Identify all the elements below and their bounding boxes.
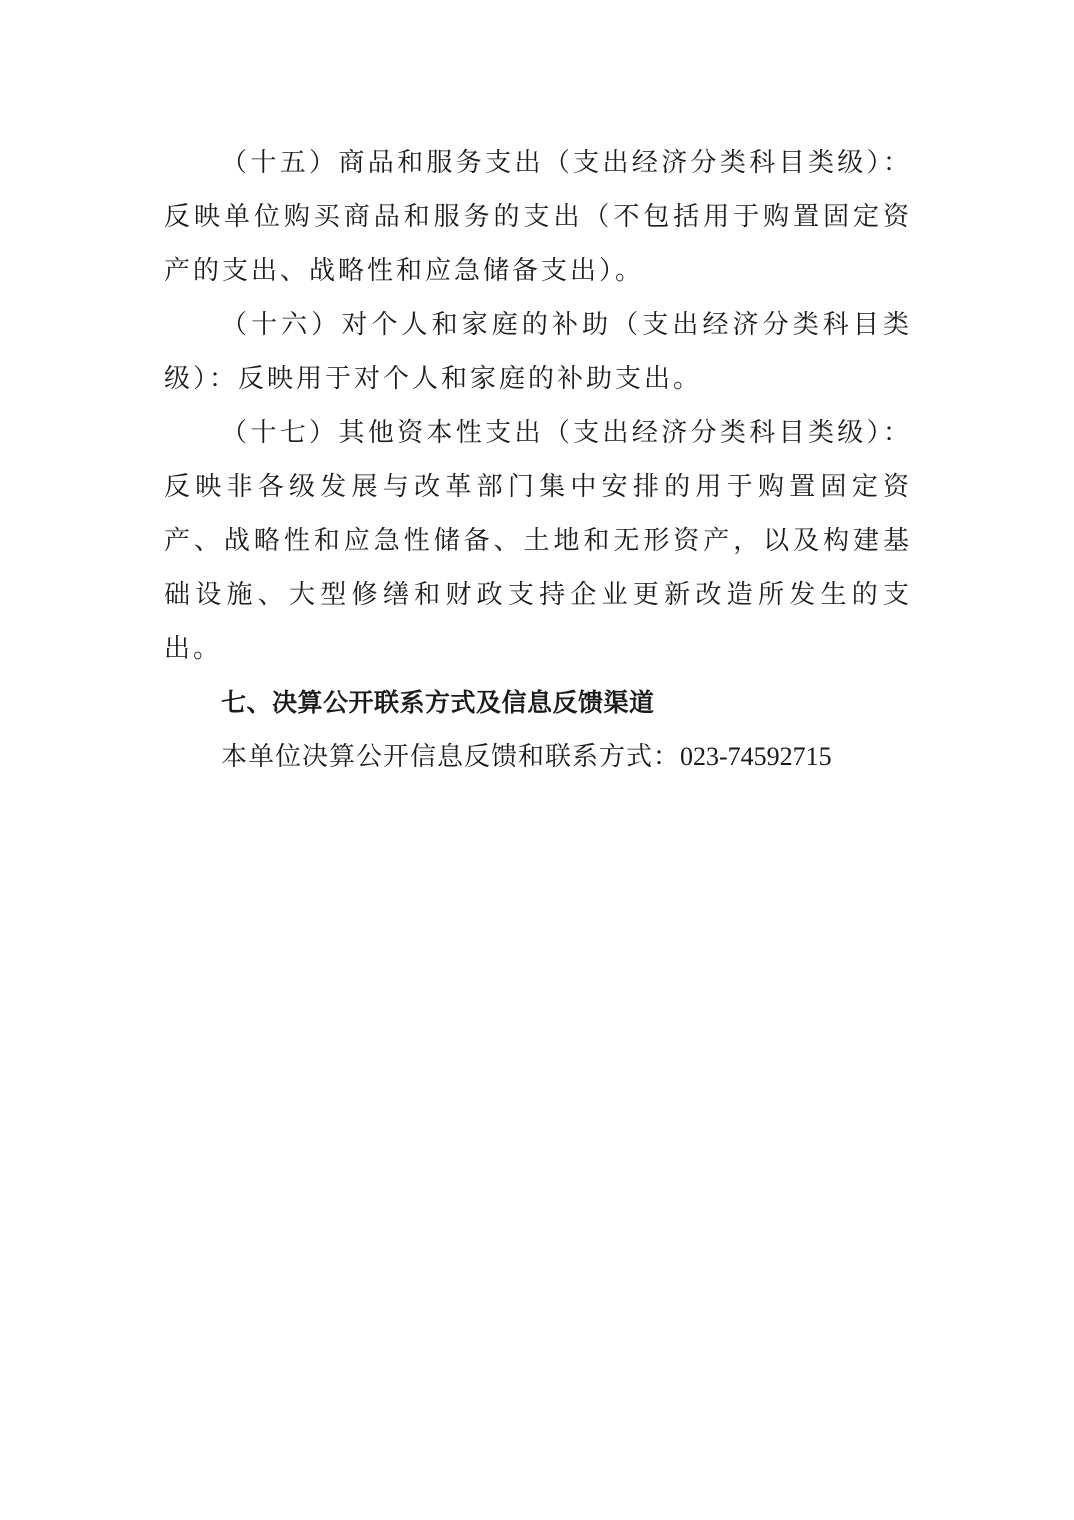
- paragraph-item-17: （十七）其他资本性支出（支出经济分类科目类级）：反映非各级发展与改革部门集中安排的用于购置固定资产、战略性和应急性储备、土地和无形资产，以及构建基础设施、大型修缮和财政支持企业更新改造所发生的支出。: [164, 418, 912, 664]
- section-heading: 七、决算公开联系方式及信息反馈渠道: [221, 688, 655, 717]
- contact-line: [164, 730, 912, 784]
- paragraph-item-16: （十六）对个人和家庭的补助（支出经济分类科目类级）：反映用于对个人和家庭的补助支出。: [164, 310, 912, 394]
- contact-phone: 023-74592715: [680, 742, 832, 771]
- document-body: [164, 136, 912, 784]
- paragraph-item-15: （十五）商品和服务支出（支出经济分类科目类级）：反映单位购买商品和服务的支出（不包括用于购置固定资产的支出、战略性和应急储备支出）。: [164, 148, 912, 286]
- contact-label: 本单位决算公开信息反馈和联系方式：: [221, 742, 681, 772]
